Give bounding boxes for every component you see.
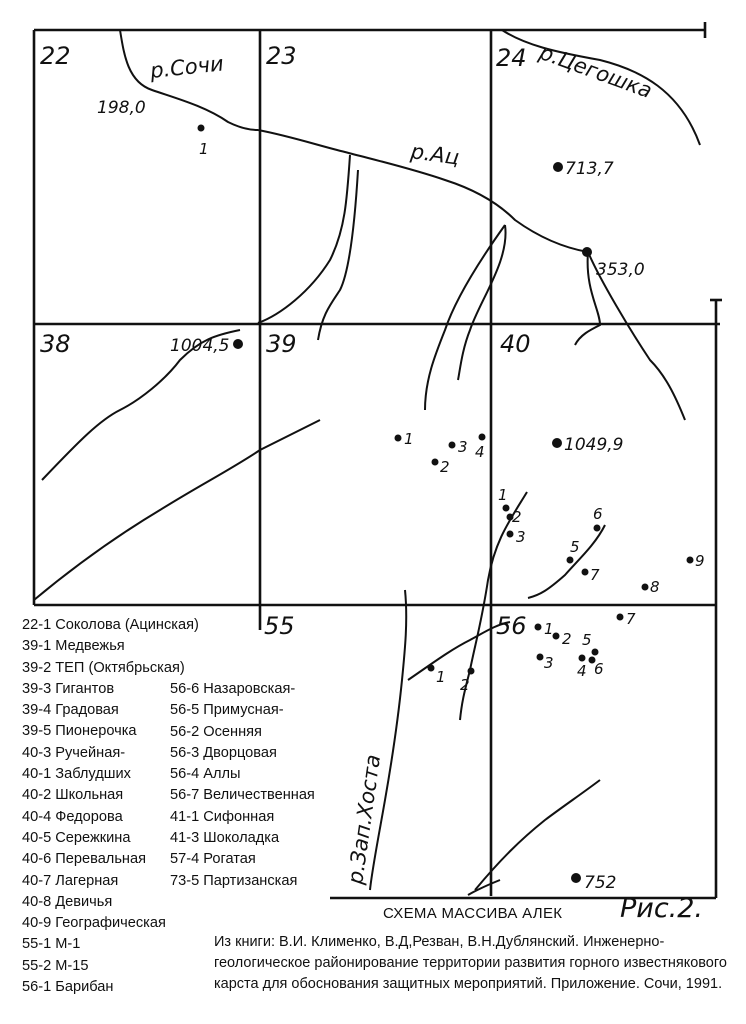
river-sochi-label: р.Сочи: [149, 51, 225, 83]
elevation-752-label: 752: [584, 873, 617, 893]
stream-56-bottom: [468, 880, 500, 895]
legend-item: 39-3 Гигантов: [22, 680, 115, 697]
cave-40-8-label: 8: [650, 578, 660, 596]
legend-item: 40-9 Географическая: [22, 915, 166, 932]
elevation-1004-label: 1004,5: [170, 336, 230, 356]
legend-item: 56-4 Аллы: [170, 766, 241, 783]
figure-label: Рис.2.: [620, 893, 704, 924]
tributary-d: [458, 225, 506, 380]
river-khosta-label: р.Зап.Хоста: [343, 753, 386, 886]
cave-dot-40-8: [642, 584, 649, 591]
cave-56-4-label: 4: [577, 662, 587, 680]
legend-item: 39-2 ТЕП (Октябрьская): [22, 659, 185, 676]
valley-56-lower: [475, 780, 600, 890]
cave-dot-56-2: [553, 633, 560, 640]
legend-item: 40-2 Школьная: [22, 787, 124, 804]
square-labels: [40, 42, 531, 640]
cave-56-5-label: 5: [582, 631, 592, 649]
cave-39-1-label: 1: [404, 430, 414, 448]
legend-item: 40-7 Лагерная: [22, 872, 119, 889]
legend-item: 39-1 Медвежья: [22, 638, 125, 655]
cave-dot-39-1: [395, 435, 402, 442]
cave-56-6-label: 6: [594, 660, 604, 678]
elevation-198-label: 198,0: [97, 98, 146, 118]
cave-39-3-label: 3: [458, 438, 468, 456]
elevation-dot-1049: [552, 438, 562, 448]
legend-item: 56-1 Барибан: [22, 979, 114, 996]
cave-22-1-label: 1: [199, 140, 209, 158]
cave-dot-39-3: [449, 442, 456, 449]
tributary-c: [425, 225, 505, 410]
legend-item: 40-6 Перевальная: [22, 851, 147, 868]
cave-dot-22-1: [198, 125, 205, 132]
cave-labels: [199, 140, 705, 694]
khosta-tributary: [408, 622, 510, 680]
square-23-label: 23: [266, 42, 297, 70]
square-39-label: 39: [266, 330, 297, 358]
legend-item: 40-3 Ручейная-: [22, 744, 126, 761]
cave-dot-56-7: [617, 614, 624, 621]
elevation-dot-752: [571, 873, 581, 883]
legend-item: 56-2 Осенняя: [170, 723, 262, 740]
legend-item: 56-6 Назаровская-: [170, 681, 296, 697]
elevation-dot-1004: [233, 339, 243, 349]
source-citation: Из книги: В.И. Клименко, В.Д,Резван, В.Н.Дублянский. Инженерно-геологическое районирование территории развития горного известнякового карста для обоснования защитных мероприятий. Приложение. Сочи, 1991.: [214, 934, 727, 993]
cave-39-4-label: 4: [475, 443, 485, 461]
cave-40-9-label: 9: [695, 552, 705, 570]
legend-item: 56-3 Дворцовая: [170, 744, 277, 761]
legend-item: 55-2 М-15: [22, 957, 89, 974]
cave-dot-40-5: [567, 557, 574, 564]
cave-dot-40-6: [594, 525, 601, 532]
cave-dot-55-2: [468, 668, 475, 675]
river-ats-label: р.Ац: [409, 139, 461, 170]
cave-40-7-label: 7: [590, 566, 600, 584]
cave-56-2-label: 2: [562, 630, 572, 648]
square-40-label: 40: [500, 330, 531, 358]
cave-dot-56-4: [579, 655, 586, 662]
cave-dot-40-1: [503, 505, 510, 512]
legend-item: 55-1 М-1: [22, 936, 81, 953]
cave-dot-40-9: [687, 557, 694, 564]
legend-item: 41-1 Сифонная: [170, 808, 275, 825]
legend-item: 56-7 Величественная: [170, 787, 315, 804]
cave-39-2-label: 2: [440, 458, 450, 476]
legend-item: 22-1 Соколова (Ацинская): [22, 617, 199, 633]
legend-item: 40-8 Девичья: [22, 893, 113, 910]
elevation-713-label: 713,7: [565, 159, 614, 179]
square-22-label: 22: [40, 42, 71, 70]
legend-item: 40-4 Федорова: [22, 808, 123, 825]
tributary-a: [258, 155, 350, 323]
square-24-label: 24: [496, 44, 527, 72]
cave-56-1-label: 1: [544, 620, 554, 638]
legend-item: 40-1 Заблудших: [22, 766, 131, 783]
legend-item: 40-5 Сережкина: [22, 829, 131, 846]
legend-item: 57-4 Рогатая: [170, 851, 256, 868]
cave-55-2-label: 2: [460, 676, 470, 694]
cave-dot-39-4: [479, 434, 486, 441]
legend-item: 56-5 Примусная-: [170, 702, 284, 719]
square-56-label: 56: [496, 612, 527, 640]
cave-40-6-label: 6: [593, 505, 603, 523]
scheme-title: СХЕМА МАССИВА АЛЕК: [383, 905, 563, 922]
square-38-label: 38: [40, 330, 71, 358]
cave-dot-55-1: [428, 665, 435, 672]
cave-dot-39-2: [432, 459, 439, 466]
khosta-line: [370, 590, 406, 890]
square-55-label: 55: [264, 612, 295, 640]
cave-40-3-label: 3: [516, 528, 526, 546]
valley-40-right: [528, 525, 605, 598]
cave-legend-right: [170, 679, 315, 892]
river-tsegoshka-label: р.Цегошка: [536, 40, 656, 104]
elevation-353-label: 353,0: [596, 260, 645, 280]
legend-item: 41-3 Шоколадка: [170, 830, 280, 847]
cave-56-7-label: 7: [626, 610, 636, 628]
legend-item: 39-5 Пионерочка: [22, 723, 137, 740]
cave-56-3-label: 3: [544, 654, 554, 672]
cave-dot-40-3: [507, 531, 514, 538]
elevation-dot-353: [582, 247, 592, 257]
cave-dot-56-5: [592, 649, 599, 656]
tributary-b: [318, 170, 358, 340]
tsegoshka-line: [502, 30, 700, 145]
elevation-dot-713: [553, 162, 563, 172]
cave-40-1-label: 1: [498, 486, 508, 504]
legend-item: 39-4 Градовая: [22, 702, 119, 719]
cave-55-1-label: 1: [436, 668, 446, 686]
cave-dot-40-7: [582, 569, 589, 576]
cave-dot-56-1: [535, 624, 542, 631]
cave-points: [198, 125, 694, 675]
cave-40-5-label: 5: [570, 538, 580, 556]
cave-dot-56-3: [537, 654, 544, 661]
cave-40-2-label: 2: [512, 508, 522, 526]
stream-38-lower: [34, 420, 320, 600]
elevation-1049-label: 1049,9: [564, 435, 624, 455]
legend-item: 73-5 Партизанская: [170, 872, 298, 889]
